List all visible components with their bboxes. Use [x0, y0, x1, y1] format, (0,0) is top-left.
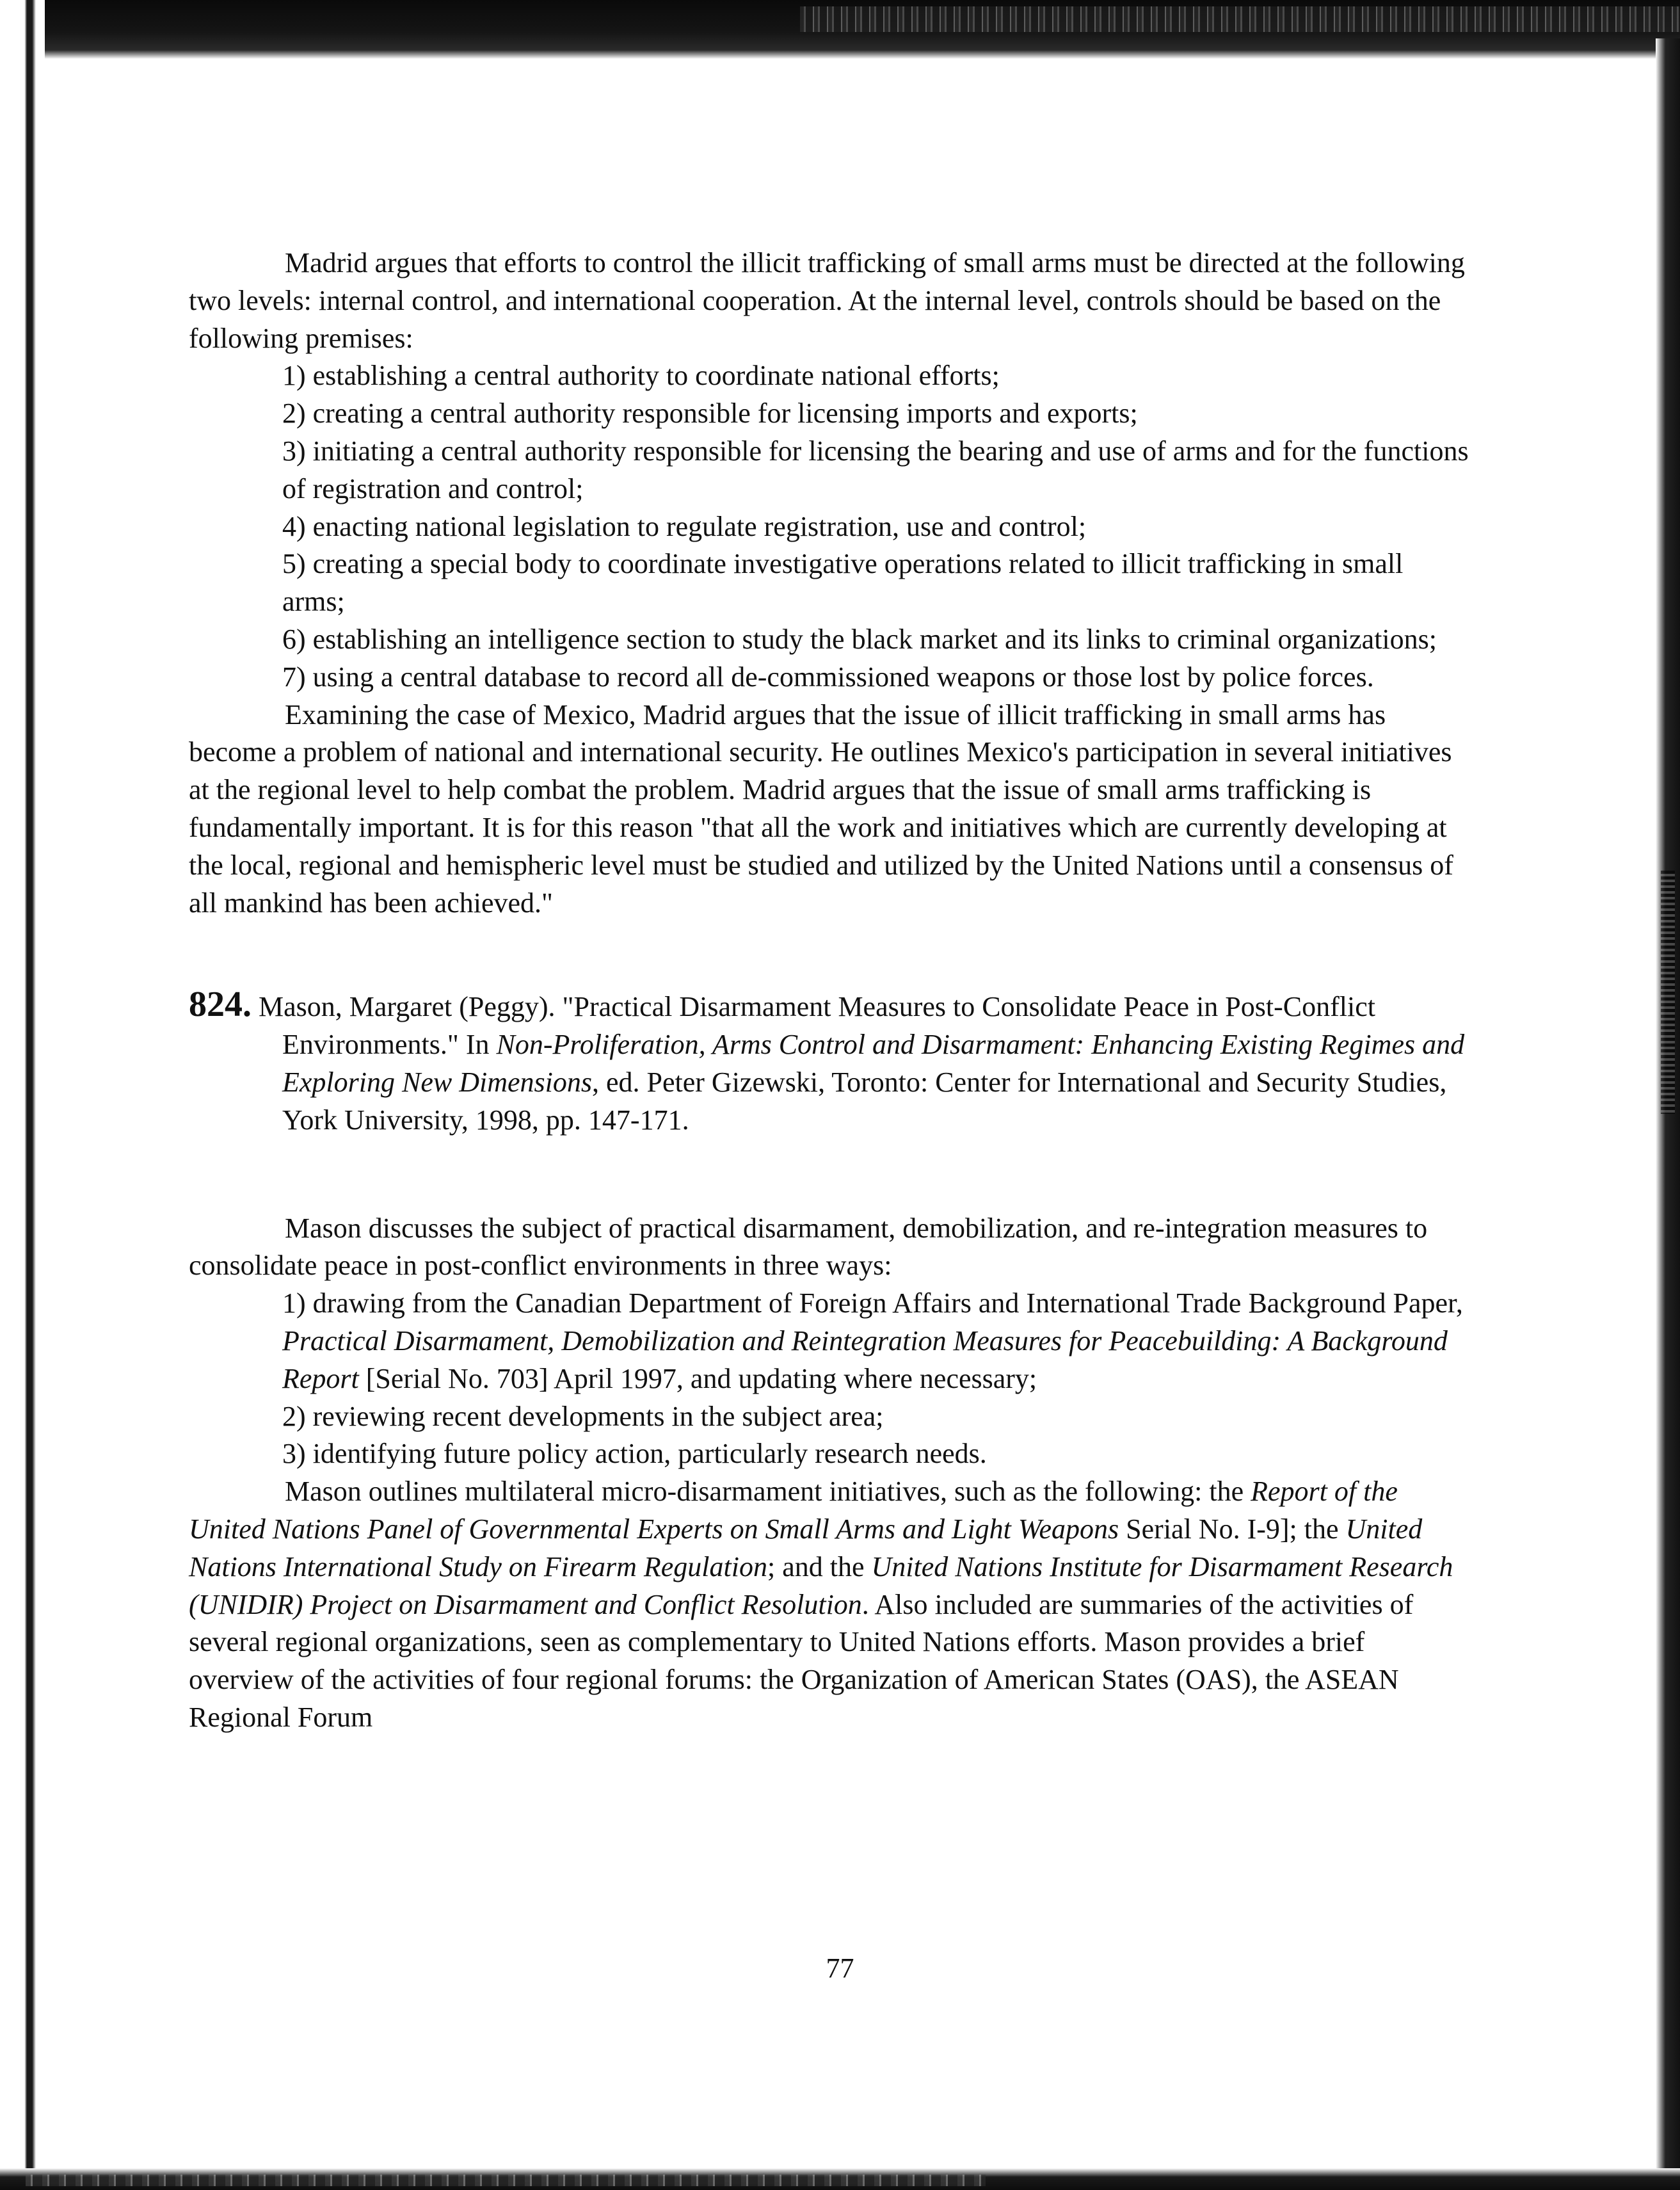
method-list-item: [189, 1285, 1469, 1397]
premise-list-item: 1) establishing a central authority to coordinate national efforts;: [282, 360, 1000, 392]
project-title: United Nations Institute for Disarmament Research (UNIDIR) Project on Disarmament and Conflict Resolution: [189, 1550, 1453, 1620]
premise-list-item: 4) enacting national legislation to regulate registration, use and control;: [282, 510, 1087, 542]
citation-text: , ed. Peter Gizewski, Toronto: Center for International and Security Studies, York University, 1998, pp. 147-171.: [282, 1066, 1447, 1136]
scan-border-top: [0, 0, 1680, 59]
premise-list-item: 6) establishing an intelligence section to study the black market and its links to criminal organizations;: [282, 623, 1437, 655]
mexico-paragraph: Examining the case of Mexico, Madrid argues that the issue of illicit trafficking in small arms has become a problem of national and international security. He outlines Mexico's participation in several initiatives at the regional level to help combat the problem. Madrid argues that the issue of small arms trafficking is fundamentally important. It is for this reason "that all the work and initiatives which are currently developing at the local, regional and hemispheric level must be studied and utilized by the United Nations until a consensus of all mankind has been achieved.": [189, 698, 1453, 919]
paragraph-text: . Also included are summaries of the activities of several regional organizations, seen as complementary to United Nations efforts. Mason provides a brief overview of the activities of four regional forums: the Organization of American States (OAS), the ASEAN Regional Forum: [189, 1588, 1414, 1733]
premise-list-item: 3) initiating a central authority responsible for licensing the bearing and use of arms and for the functions of registration and control;: [282, 435, 1469, 504]
scan-border-right: [1656, 38, 1680, 2190]
method-list-item: 3) identifying future policy action, particularly research needs.: [282, 1438, 987, 1470]
citation-text: Mason, Margaret (Peggy). "Practical Disarmament Measures to Consolidate Peace in Post-Conflict Environments." In: [252, 991, 1375, 1061]
report-title: Report of the United Nations Panel of Governmental Experts on Small Arms and Light Weapons: [189, 1476, 1398, 1545]
premise-list-item: 5) creating a special body to coordinate investigative operations related to illicit trafficking in small arms;: [282, 548, 1404, 618]
book-title: Non-Proliferation, Arms Control and Disarmament: Enhancing Existing Regimes and Exploring New Dimensions: [282, 1029, 1465, 1098]
page-number: 77: [826, 1952, 854, 1984]
report-title: Practical Disarmament, Demobilization and Reintegration Measures for Peacebuilding: A Background Report: [282, 1324, 1448, 1394]
paragraph-text: Serial No. I-9]; the: [1119, 1513, 1346, 1545]
premise-list-item: 7) using a central database to record all de-commissioned weapons or those lost by police forces.: [282, 661, 1374, 693]
madrid-intro-paragraph: Madrid argues that efforts to control the illicit trafficking of small arms must be directed at the following two levels: internal control, and international cooperation. At the internal level, controls should be based on the following premises:: [189, 247, 1465, 354]
method-list-item: 2) reviewing recent developments in the subject area;: [282, 1400, 884, 1432]
scan-border-bottom: [0, 2168, 1680, 2190]
mason-intro-paragraph: Mason discusses the subject of practical disarmament, demobilization, and re-integration measures to consolidate peace in post-conflict environments in three ways:: [189, 1212, 1428, 1282]
paragraph-text: ; and the: [767, 1550, 872, 1582]
scan-border-left: [0, 0, 45, 2190]
premise-list-item: 2) creating a central authority responsible for licensing imports and exports;: [282, 398, 1138, 430]
entry-number: 824.: [189, 985, 252, 1025]
bibliography-entry-824: [189, 986, 1469, 1139]
spacer: [189, 1139, 1469, 1210]
mason-outline-paragraph: [189, 1473, 1469, 1737]
document-page: [189, 245, 1469, 1737]
list-item-text: 1) drawing from the Canadian Department of Foreign Affairs and International Trade Background Paper,: [282, 1287, 1463, 1319]
study-title: United Nations International Study on Firearm Regulation: [189, 1513, 1423, 1582]
spacer: [189, 922, 1469, 986]
paragraph-text: Mason outlines multilateral micro-disarmament initiatives, such as the following: the: [285, 1476, 1251, 1508]
list-item-text: [Serial No. 703] April 1997, and updating where necessary;: [358, 1362, 1037, 1394]
